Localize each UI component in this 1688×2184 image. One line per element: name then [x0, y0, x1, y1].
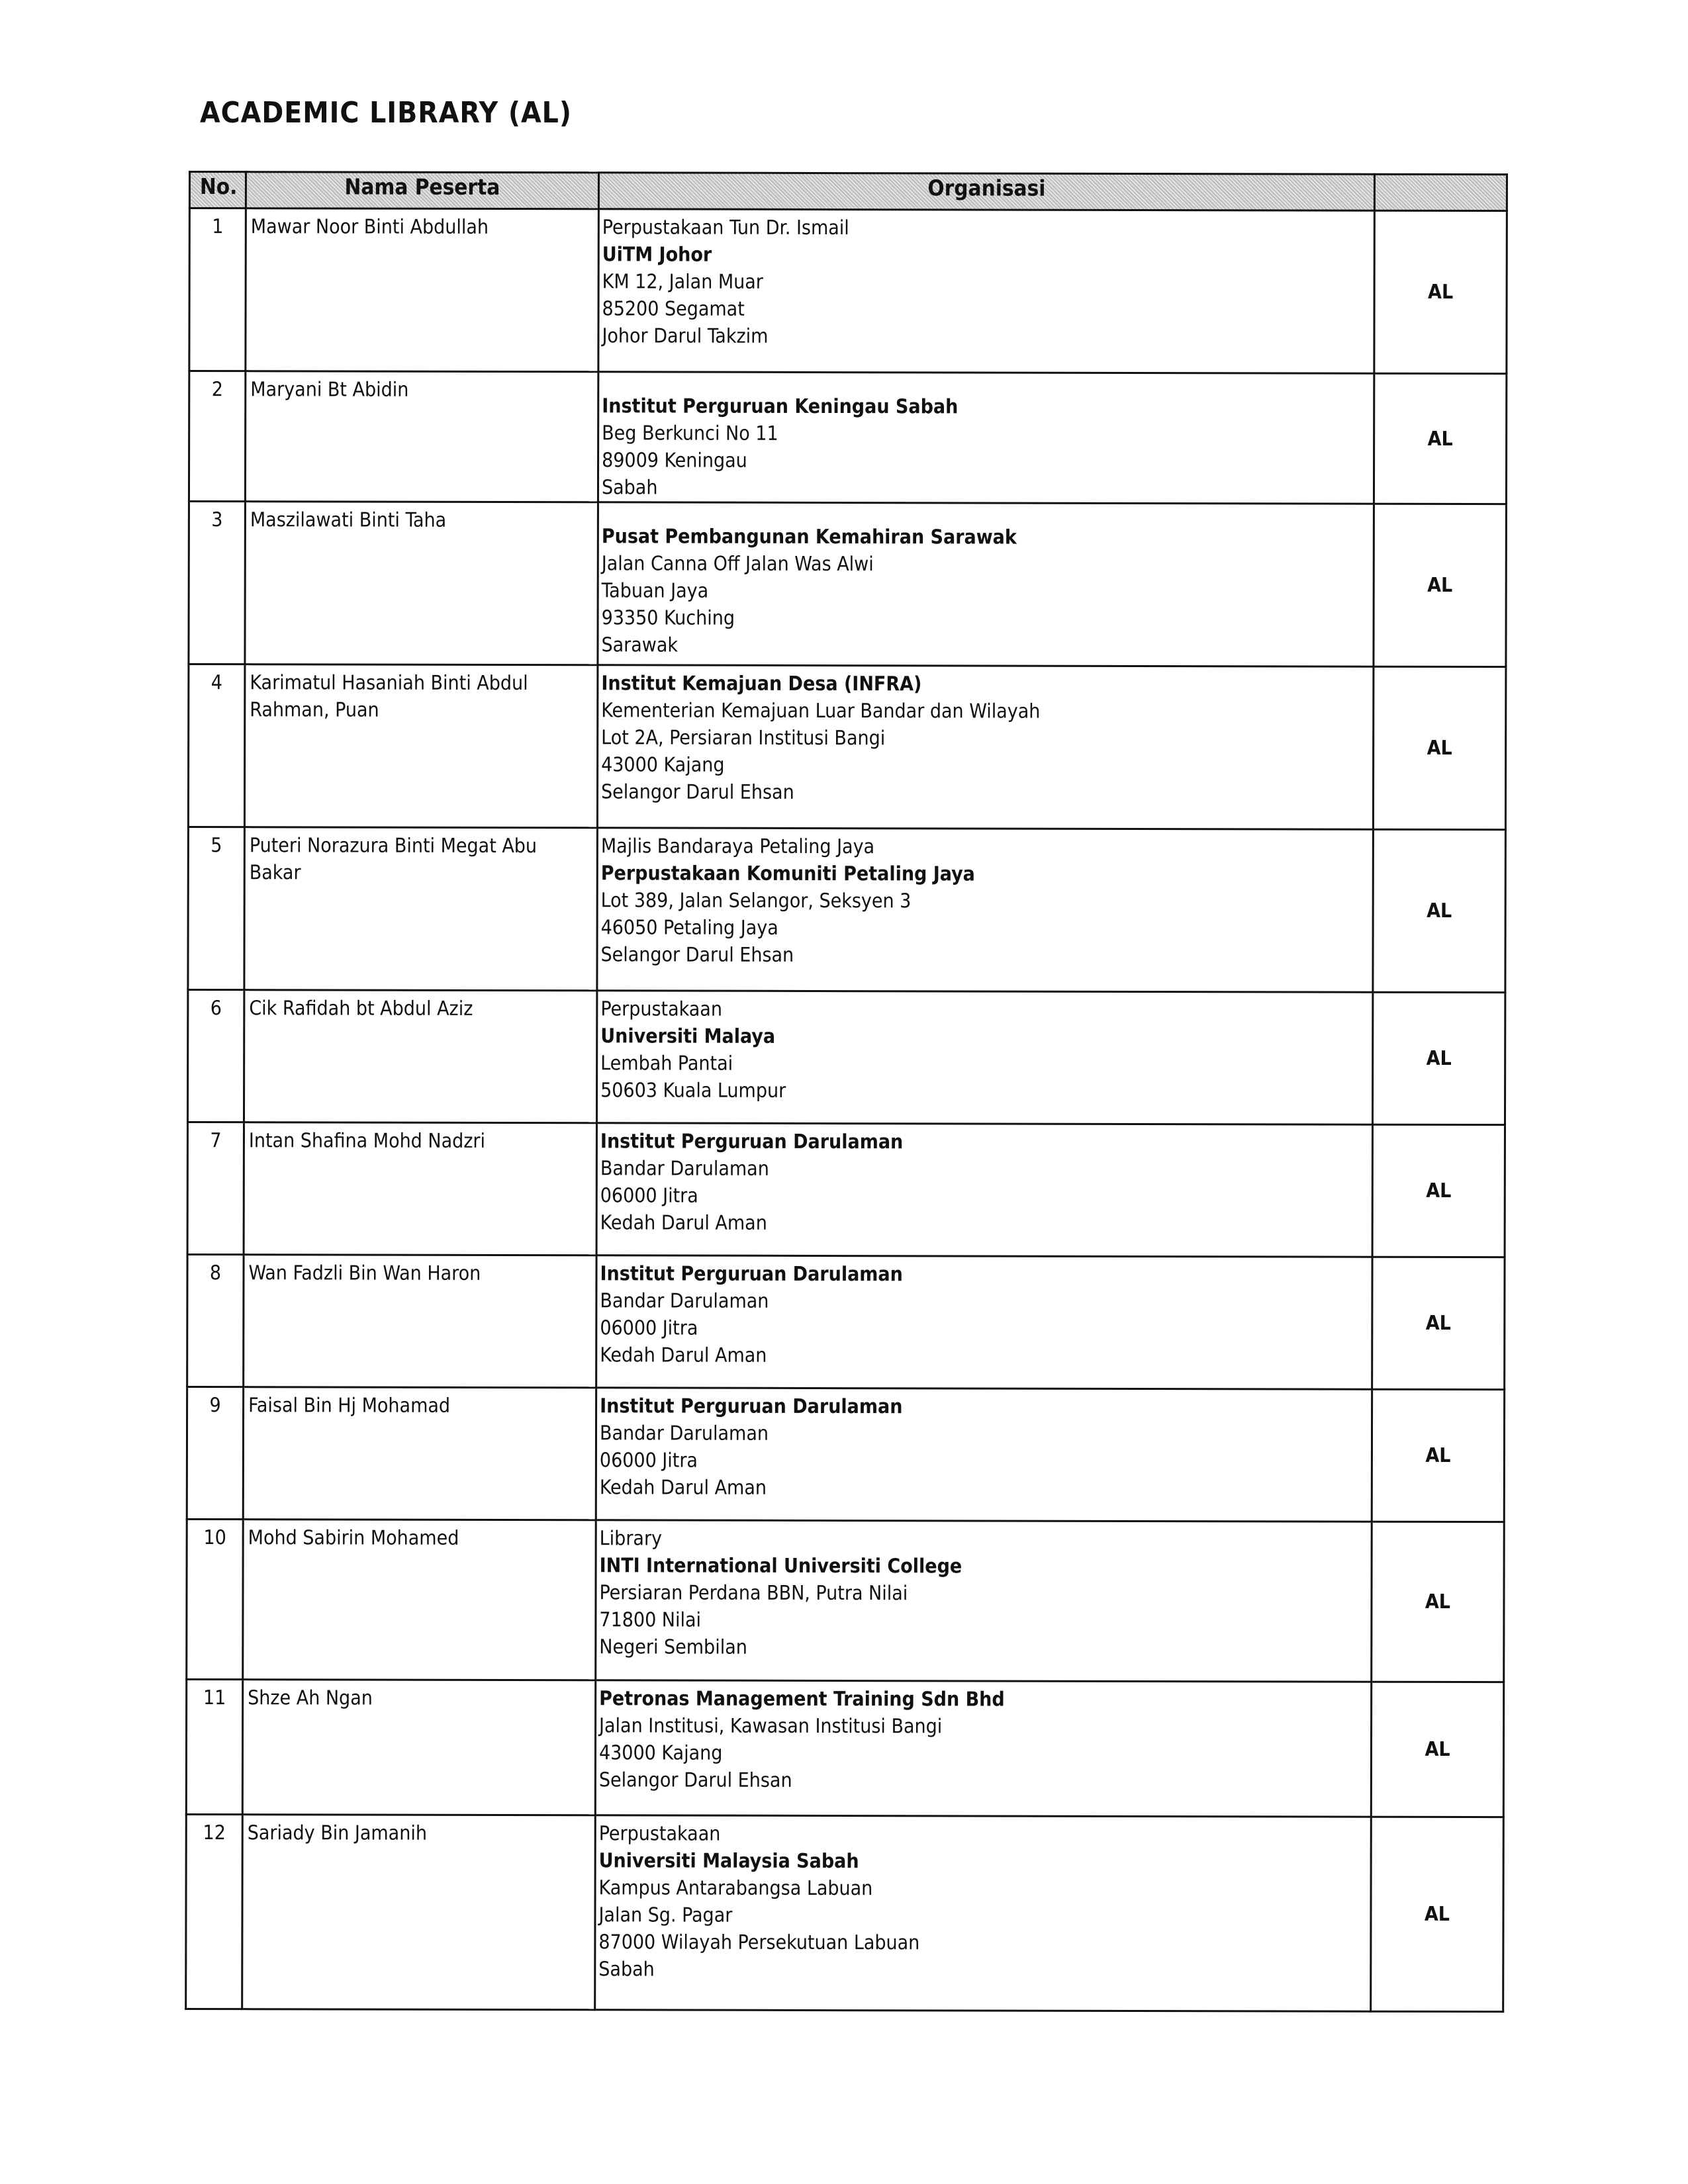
row-number: 11: [186, 1679, 242, 1814]
org-line: Perpustakaan Tun Dr. Ismail: [602, 216, 849, 240]
table-row: [186, 1814, 1504, 2011]
category-cell: AL: [1372, 992, 1505, 1124]
org-line: 46050 Petaling Jaya: [600, 916, 778, 940]
org-line: Lembah Pantai: [600, 1052, 733, 1075]
org-line: Jalan Canna Off Jalan Was Alwi: [601, 552, 874, 576]
org-line: Sarawak: [601, 633, 679, 657]
organisation-cell: [596, 1520, 1372, 1682]
category-cell: AL: [1372, 1389, 1504, 1522]
category-cell: AL: [1374, 210, 1507, 373]
org-line: 93350 Kuching: [601, 606, 735, 630]
org-line: Kedah Darul Aman: [600, 1211, 767, 1235]
table-row: [187, 990, 1505, 1125]
org-line: 06000 Jitra: [599, 1449, 698, 1473]
org-line: 71800 Nilai: [599, 1608, 702, 1632]
org-line: Negeri Sembilan: [599, 1635, 747, 1659]
category-cell: AL: [1372, 1257, 1505, 1389]
org-line: Lot 2A, Persiaran Institusi Bangi: [601, 726, 886, 751]
table-row: [187, 1122, 1505, 1257]
org-line: Institut Perguruan Keningau Sabah: [602, 394, 959, 419]
category-cell: AL: [1374, 373, 1506, 504]
org-line: Bandar Darulaman: [599, 1422, 769, 1445]
row-number: 12: [186, 1814, 243, 2009]
table-header-row: [189, 172, 1507, 211]
org-line: KM 12, Jalan Muar: [602, 270, 763, 294]
category-cell: AL: [1373, 666, 1506, 829]
org-line: 43000 Kajang: [601, 753, 725, 777]
org-line: Tabuan Jaya: [601, 579, 709, 603]
category-cell: AL: [1372, 1522, 1505, 1682]
org-line: Selangor Darul Ehsan: [600, 943, 794, 967]
org-line: Kementerian Kemajuan Luar Bandar dan Wilayah: [601, 699, 1041, 723]
category-cell: AL: [1373, 829, 1506, 992]
organisation-cell: [597, 828, 1374, 992]
row-number: 5: [188, 827, 245, 990]
org-line: Jalan Institusi, Kawasan Institusi Bangi: [599, 1714, 943, 1739]
org-line: Jalan Sg. Pagar: [598, 1903, 733, 1927]
category-cell: AL: [1371, 1682, 1503, 1817]
org-line: INTI International Universiti College: [599, 1554, 962, 1578]
organisation-cell: [595, 1815, 1372, 2011]
header-name: Nama Peserta: [246, 172, 598, 209]
row-number: 7: [187, 1122, 244, 1255]
page-title: ACADEMIC LIBRARY (AL): [200, 96, 572, 130]
org-line: Bandar Darulaman: [600, 1289, 769, 1313]
org-line: Sabah: [601, 476, 658, 500]
org-line: Library: [599, 1527, 663, 1551]
row-number: 3: [189, 502, 246, 664]
category-cell: AL: [1371, 1817, 1504, 2011]
organisation-cell: [597, 665, 1374, 829]
participant-name: Sariady Bin Jamanih: [242, 1815, 596, 2010]
org-line: 06000 Jitra: [600, 1316, 698, 1340]
org-line: Institut Perguruan Darulaman: [600, 1394, 903, 1419]
header-organisation: Organisasi: [598, 173, 1374, 210]
org-line: Kedah Darul Aman: [600, 1343, 767, 1367]
header-no: No.: [189, 172, 246, 208]
org-line: Institut Perguruan Darulaman: [600, 1130, 904, 1154]
org-line: Majlis Bandaraya Petaling Jaya: [600, 835, 875, 859]
table-row: [189, 208, 1507, 374]
org-line: 43000 Kajang: [598, 1741, 723, 1765]
participant-name: Karimatul Hasaniah Binti Abdul Rahman, Puan: [244, 664, 598, 828]
org-line: Persiaran Perdana BBN, Putra Nilai: [599, 1581, 908, 1606]
participant-name: Shze Ah Ngan: [242, 1680, 595, 1815]
org-line: Perpustakaan: [598, 1822, 721, 1846]
org-line: Universiti Malaya: [600, 1024, 776, 1048]
org-line: Perpustakaan: [600, 997, 723, 1021]
table-row: [187, 1387, 1504, 1522]
org-line: Universiti Malaysia Sabah: [598, 1849, 859, 1874]
organisation-cell: [598, 372, 1374, 504]
org-line: 50603 Kuala Lumpur: [600, 1079, 786, 1103]
row-number: 8: [187, 1254, 244, 1387]
participants-table: [185, 171, 1508, 2013]
org-line: Bandar Darulaman: [600, 1157, 769, 1181]
category-cell: AL: [1372, 1124, 1505, 1257]
participant-name: Maryani Bt Abidin: [245, 371, 598, 502]
organisation-cell: [596, 1123, 1372, 1257]
table-row: [186, 1679, 1503, 1817]
participant-name: Maszilawati Binti Taha: [245, 502, 598, 665]
organisation-cell: [596, 1255, 1372, 1389]
row-number: 10: [187, 1519, 244, 1679]
org-line: Lot 389, Jalan Selangor, Seksyen 3: [600, 889, 912, 913]
organisation-cell: [595, 1680, 1371, 1817]
org-line: 89009 Keningau: [602, 449, 747, 473]
org-line: Institut Kemajuan Desa (INFRA): [601, 672, 922, 696]
participant-name: Mohd Sabirin Mohamed: [243, 1520, 596, 1680]
header-category: [1374, 174, 1507, 210]
row-number: 2: [189, 371, 245, 502]
table-row: [189, 371, 1506, 504]
table-row: [187, 1254, 1505, 1389]
org-line: Kedah Darul Aman: [599, 1476, 767, 1500]
participant-name: Puteri Norazura Binti Megat Abu Bakar: [244, 827, 598, 991]
participant-name: Mawar Noor Binti Abdullah: [246, 208, 599, 372]
org-line: 06000 Jitra: [600, 1184, 698, 1208]
participant-name: Cik Rafidah bt Abdul Aziz: [244, 990, 596, 1123]
category-cell: AL: [1374, 504, 1507, 666]
organisation-cell: [596, 991, 1372, 1124]
org-line: Perpustakaan Komuniti Petaling Jaya: [600, 862, 975, 886]
participant-name: Wan Fadzli Bin Wan Haron: [244, 1255, 596, 1388]
organisation-cell: [598, 502, 1374, 666]
org-line: Beg Berkunci No 11: [602, 422, 778, 445]
org-line: Selangor Darul Ehsan: [600, 780, 794, 804]
org-line: 87000 Wilayah Persekutuan Labuan: [598, 1931, 920, 1955]
org-line: UiTM Johor: [602, 243, 712, 267]
org-line: 85200 Segamat: [602, 297, 745, 321]
participant-name: Intan Shafina Mohd Nadzri: [244, 1122, 596, 1255]
table-row: [188, 664, 1506, 830]
table-row: [188, 827, 1506, 993]
participant-name: Faisal Bin Hj Mohamad: [243, 1387, 596, 1520]
table-row: [187, 1519, 1505, 1682]
org-line: Sabah: [598, 1958, 655, 1981]
row-number: 4: [188, 664, 245, 827]
organisation-cell: [596, 1388, 1372, 1522]
row-number: 9: [187, 1387, 243, 1519]
org-line: Pusat Pembangunan Kemahiran Sarawak: [601, 525, 1017, 549]
org-line: Selangor Darul Ehsan: [598, 1768, 792, 1792]
row-number: 1: [189, 208, 246, 371]
org-line: Kampus Antarabangsa Labuan: [598, 1876, 873, 1901]
organisation-cell: [598, 209, 1375, 373]
row-number: 6: [187, 990, 244, 1122]
org-line: Johor Darul Takzim: [602, 324, 769, 348]
org-line: Institut Perguruan Darulaman: [600, 1262, 903, 1287]
table-row: [189, 502, 1507, 667]
org-line: Petronas Management Training Sdn Bhd: [599, 1687, 1005, 1711]
